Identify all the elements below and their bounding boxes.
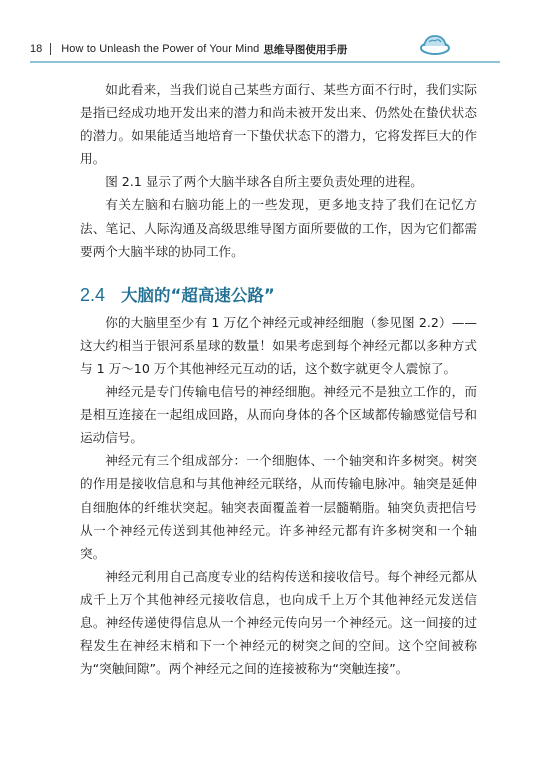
- paragraph: 神经元有三个组成部分：一个细胞体、一个轴突和许多树突。树突的作用是接收信息和与其他神经元联络，从而传输电脉冲。轴突是延伸自细胞体的纤维状突起。轴突表面覆盖着一层髓鞘脂。轴突负责把信号从一个神经元传送到其他神经元。许多神经元都有许多树突和一个轴突。: [80, 453, 477, 561]
- paragraph: 神经元利用自己高度专业的结构传送和接收信号。每个神经元都从成千上万个其他神经元接收信息，也向成千上万个其他神经元发送信息。神经传递使得信息从一个神经元传向另一个神经元。这一间接的过程发生在神经末梢和下一个神经元的树突之间的空间。这个空间被称为“突触间隙”。两个神经元之间的连接被称为“突触连接”。: [80, 568, 477, 677]
- section-heading: [80, 284, 477, 307]
- paragraph: 你的大脑里至少有 1 万亿个神经元或神经细胞（参见图 2.2）——这大约相当于银河系星球的数量！如果考虑到每个神经元都以多种方式与 1 万～10 万个其他神经元互动的话，这个数字就更令人震惊了。: [80, 314, 477, 376]
- page-number: 18: [30, 43, 43, 55]
- book-title-chinese: 思维导图使用手册: [263, 43, 348, 56]
- brain-logo-icon: [418, 32, 452, 58]
- header-rule: [30, 61, 500, 63]
- paragraph: 如此看来，当我们说自己某些方面行、某些方面不行时，我们实际是指已经成功地开发出来的潜力和尚未被开发出来、仍然处在蛰伏状态的潜力。如果能适当地培育一下蛰伏状态下的潜力，它将发挥巨大的作用。: [80, 82, 477, 167]
- paragraph: 图 2.1 显示了两个大脑半球各自所主要负责处理的进程。: [105, 174, 423, 190]
- header-divider: [50, 43, 51, 55]
- page-body: [80, 78, 477, 680]
- book-title-english: How to Unleash the Power of Your Mind: [61, 43, 260, 55]
- paragraph: 神经元是专门传输电信号的神经细胞。神经元不是独立工作的，而是相互连接在一起组成回路，从而向身体的各个区域都传输感觉信号和运动信号。: [80, 384, 477, 446]
- page-header: [30, 38, 530, 60]
- section-title: 大脑的“超高速公路”: [121, 285, 275, 305]
- paragraph: 有关左脑和右脑功能上的一些发现，更多地支持了我们在记忆方法、笔记、人际沟通及高级思维导图方面所要做的工作，因为它们都需要两个大脑半球的协同工作。: [80, 197, 477, 259]
- section-number: 2.4: [80, 284, 106, 305]
